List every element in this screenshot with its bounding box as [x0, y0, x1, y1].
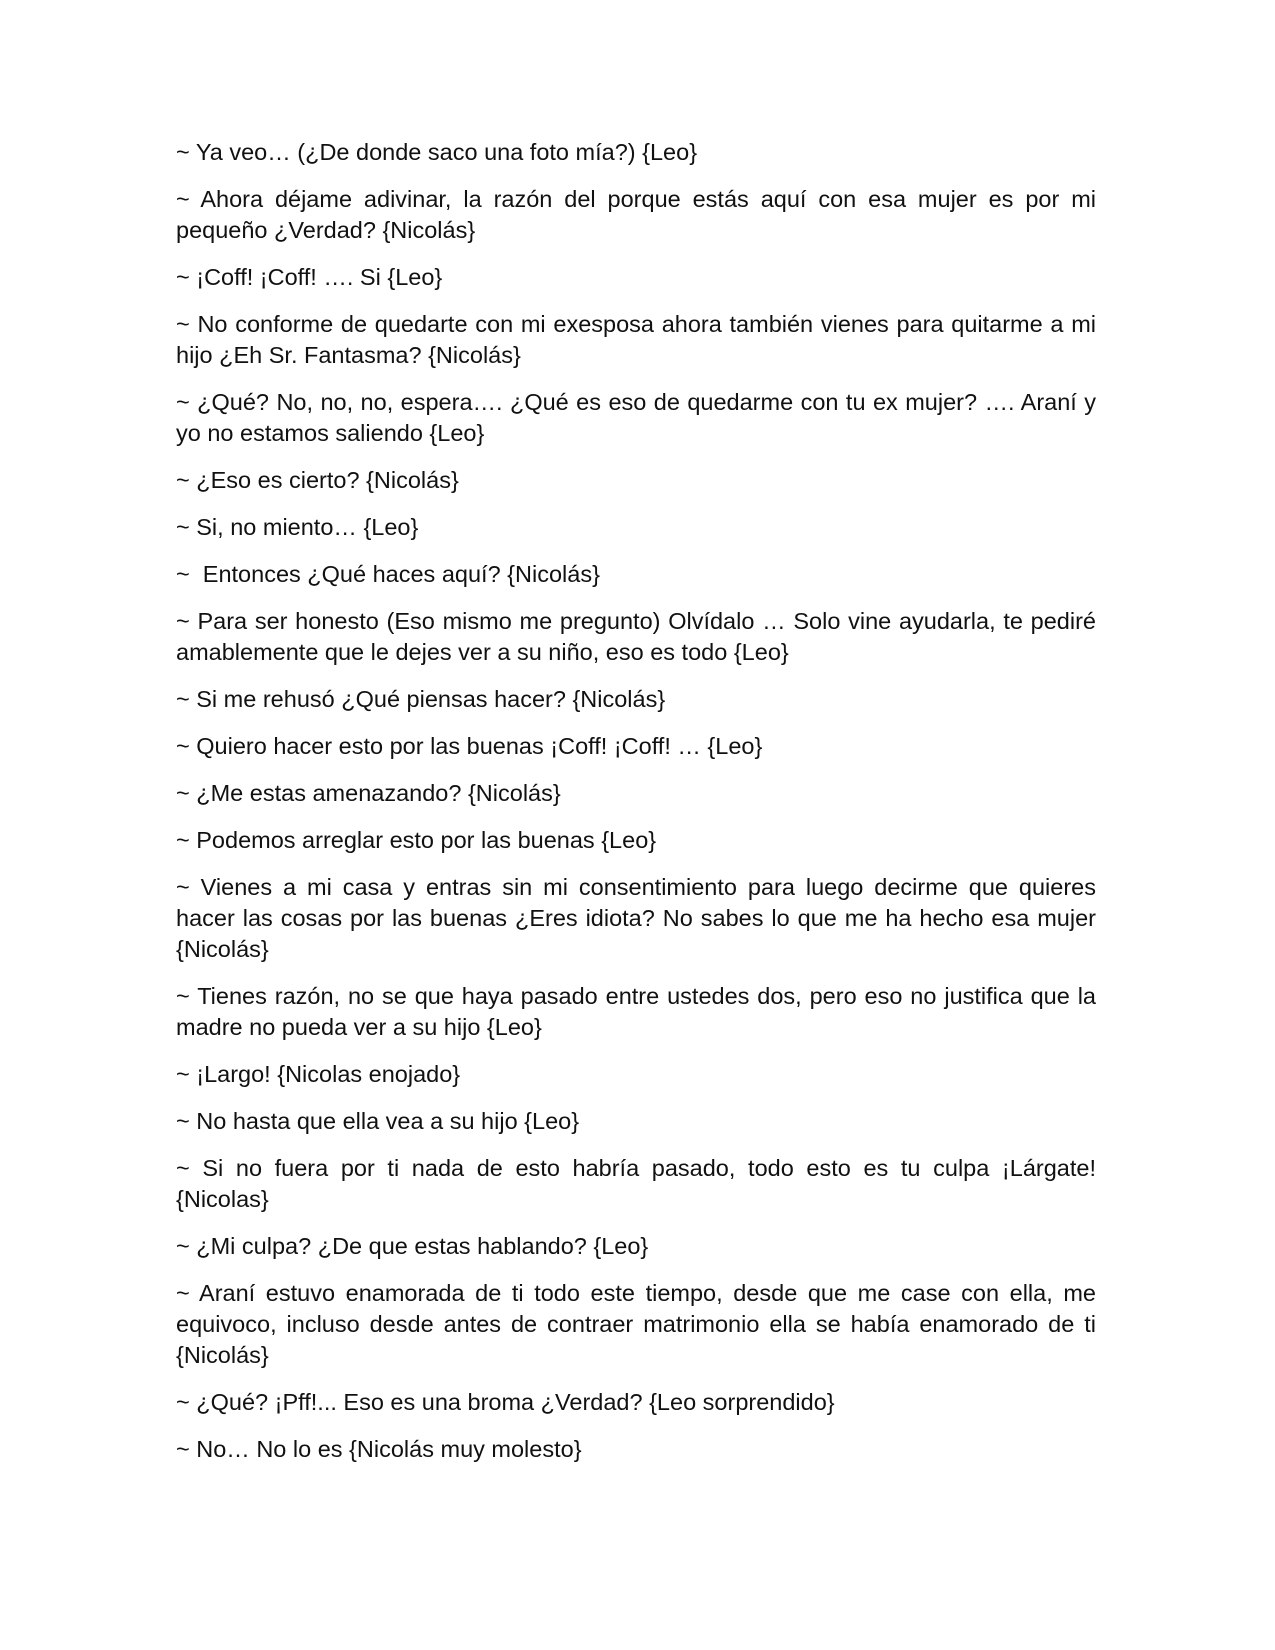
- dialogue-line: ~ Si, no miento… {Leo}: [176, 514, 419, 540]
- dialogue-line: ~ Ahora déjame adivinar, la razón del porque estás aquí con esa mujer es por mi pequeño ¿Verdad? {Nicolás}: [176, 186, 1096, 243]
- dialogue-line: ~ Quiero hacer esto por las buenas ¡Coff! ¡Coff! … {Leo}: [176, 733, 763, 759]
- dialogue-line: ~ Araní estuvo enamorada de ti todo este tiempo, desde que me case con ella, me equivoco, incluso desde antes de contraer matrimonio ella se había enamorado de ti {Nicolás}: [176, 1280, 1096, 1368]
- dialogue-line: ~ ¿Qué? ¡Pff!... Eso es una broma ¿Verdad? {Leo sorprendido}: [176, 1389, 835, 1415]
- dialogue-line: ~ Podemos arreglar esto por las buenas {Leo}: [176, 827, 657, 853]
- dialogue-line: ~ Si me rehusó ¿Qué piensas hacer? {Nicolás}: [176, 686, 666, 712]
- dialogue-line: ~ ¡Coff! ¡Coff! …. Si {Leo}: [176, 264, 443, 290]
- dialogue-line: ~ ¡Largo! {Nicolas enojado}: [176, 1061, 461, 1087]
- dialogue-line: ~ No… No lo es {Nicolás muy molesto}: [176, 1436, 582, 1462]
- dialogue-line: ~ Para ser honesto (Eso mismo me pregunto) Olvídalo … Solo vine ayudarla, te pediré amablemente que le dejes ver a su niño, eso es todo {Leo}: [176, 608, 1096, 665]
- dialogue-line: ~ Ya veo… (¿De donde saco una foto mía?) {Leo}: [176, 139, 698, 165]
- dialogue-line: ~ Tienes razón, no se que haya pasado entre ustedes dos, pero eso no justifica que la madre no pueda ver a su hijo {Leo}: [176, 983, 1096, 1040]
- dialogue-line: ~ No conforme de quedarte con mi exesposa ahora también vienes para quitarme a mi hijo ¿Eh Sr. Fantasma? {Nicolás}: [176, 311, 1096, 368]
- dialogue-line: ~ ¿Me estas amenazando? {Nicolás}: [176, 780, 561, 806]
- dialogue-line: ~ No hasta que ella vea a su hijo {Leo}: [176, 1108, 580, 1134]
- dialogue-line: ~ Entonces ¿Qué haces aquí? {Nicolás}: [176, 561, 600, 587]
- dialogue-line: ~ ¿Eso es cierto? {Nicolás}: [176, 467, 459, 493]
- dialogue-text: [176, 137, 1096, 1481]
- dialogue-line: ~ Si no fuera por ti nada de esto habría pasado, todo esto es tu culpa ¡Lárgate! {Nicolas}: [176, 1155, 1096, 1212]
- dialogue-line: ~ ¿Qué? No, no, no, espera…. ¿Qué es eso de quedarme con tu ex mujer? …. Araní y yo no estamos saliendo {Leo}: [176, 389, 1096, 446]
- dialogue-line: ~ ¿Mi culpa? ¿De que estas hablando? {Leo}: [176, 1233, 649, 1259]
- dialogue-line: ~ Vienes a mi casa y entras sin mi consentimiento para luego decirme que quieres hacer las cosas por las buenas ¿Eres idiota? No sabes lo que me ha hecho esa mujer {Nicolás}: [176, 874, 1096, 962]
